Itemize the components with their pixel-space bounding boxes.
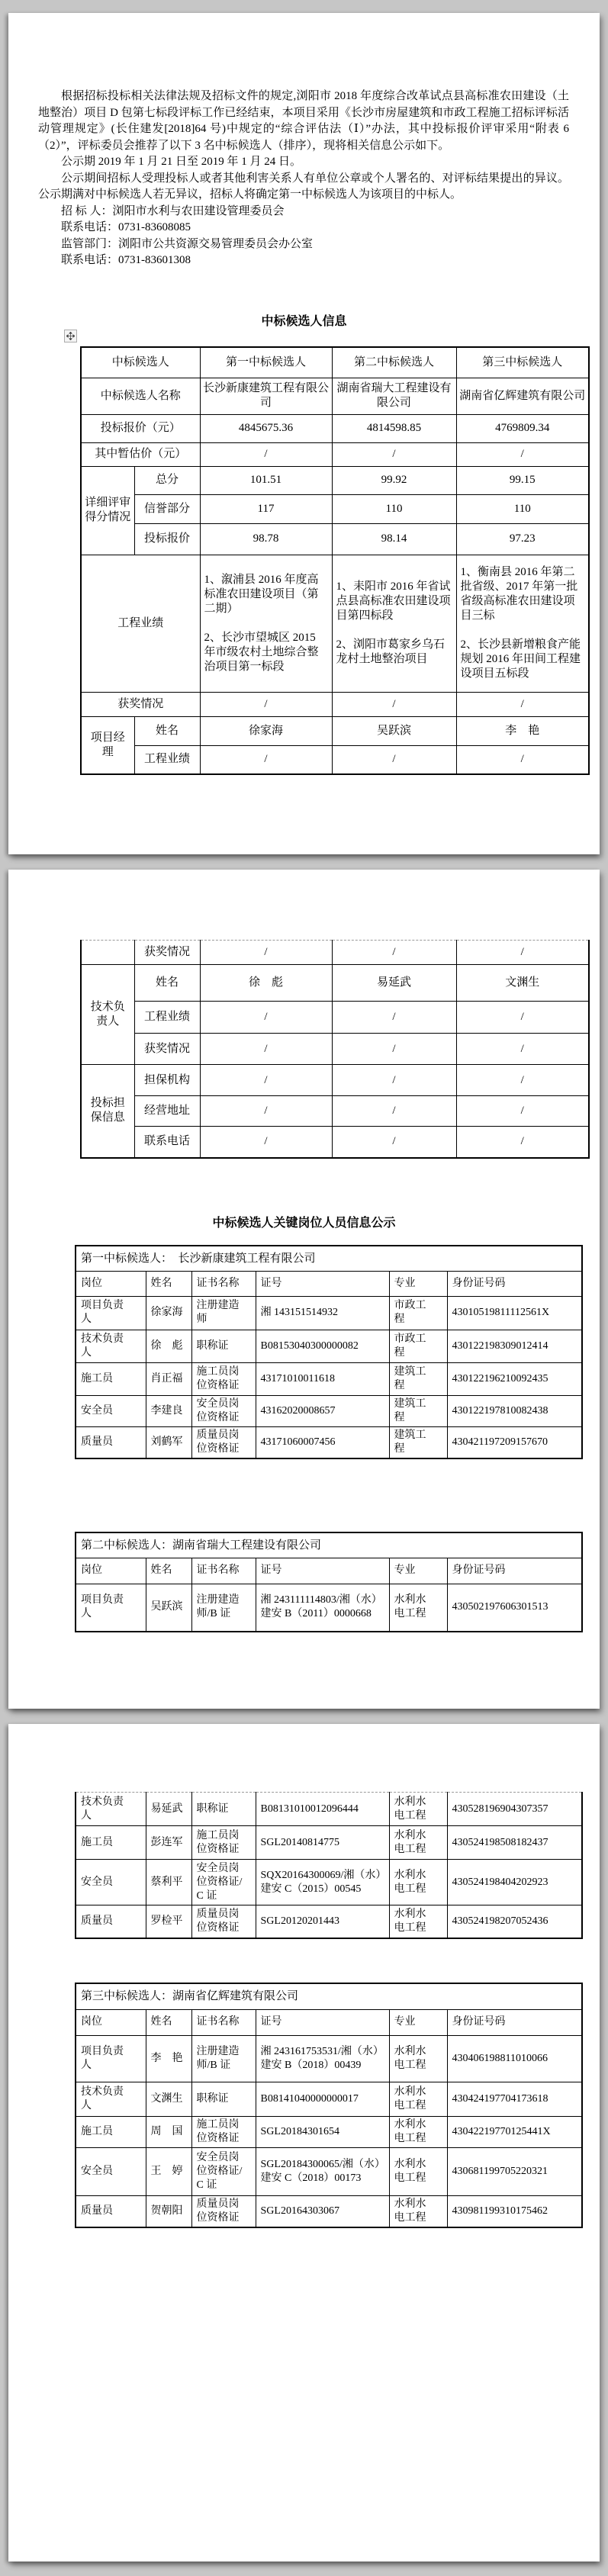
header-cell: 姓名 <box>146 1271 191 1296</box>
table-row <box>81 1034 589 1065</box>
cell: 水利水电工程 <box>389 1860 447 1905</box>
cell: / <box>200 941 332 965</box>
cell: / <box>332 1002 456 1034</box>
cell: 117 <box>200 494 332 523</box>
header-cell: 专业 <box>389 1271 447 1296</box>
group-label: 详细评审得分情况 <box>85 497 131 523</box>
cell: 湖南省亿辉建筑有限公司 <box>456 378 589 414</box>
cell: 430421197209157670 <box>447 1426 582 1458</box>
cell: / <box>456 442 589 466</box>
cell: SQX20164300069/湘（水）建安 C（2015）00545 <box>256 1860 389 1905</box>
header-cell: 岗位 <box>76 1271 146 1296</box>
cell: 水利水电工程 <box>389 2116 447 2147</box>
table-row <box>81 523 589 555</box>
cell: 第二中标候选人 <box>332 347 456 378</box>
cell: 职称证 <box>191 1330 256 1362</box>
cell: 获奖情况 <box>134 941 200 965</box>
cell: / <box>200 1127 332 1158</box>
cell: 获奖情况 <box>134 1034 200 1065</box>
cell <box>81 466 134 555</box>
table-row <box>76 1793 582 1826</box>
table-row <box>81 941 589 965</box>
cell: 430406198811010066 <box>447 2035 582 2082</box>
header-cell: 证号 <box>256 1558 389 1584</box>
cell: 43162020008657 <box>256 1395 389 1426</box>
cell: 项目负责人 <box>76 1296 146 1330</box>
table-row <box>81 378 589 414</box>
key-persons-title: 中标候选人关键岗位人员信息公示 <box>212 1217 396 1230</box>
cell: 注册建造师 <box>191 1296 256 1330</box>
cell: 98.78 <box>200 523 332 555</box>
cell: 技术负责人 <box>76 1793 146 1826</box>
header-cell: 证书名称 <box>191 2009 256 2035</box>
cell: 4845675.36 <box>200 414 332 442</box>
cell: 其中暂估价（元） <box>81 442 200 466</box>
cell: / <box>456 745 589 774</box>
cell: / <box>332 745 456 774</box>
cell: 肖正福 <box>146 1362 191 1395</box>
performance-item: 1、耒阳市 2016 年省试点县高标准农田建设项目第四标段 <box>336 580 451 622</box>
cell: 联系电话 <box>134 1127 200 1158</box>
cell: 430424197704173618 <box>447 2082 582 2116</box>
cell: SGL20140814775 <box>256 1826 389 1860</box>
cell: 水利水电工程 <box>389 2195 447 2227</box>
third-candidate-persons-table <box>75 1983 583 2228</box>
cell: 质量员岗位资格证 <box>191 2195 256 2227</box>
cell: 43042219770125441X <box>447 2116 582 2147</box>
cell: 430524198508182437 <box>447 1826 582 1860</box>
cell: / <box>456 1096 589 1127</box>
cell <box>81 716 134 774</box>
cell: 罗检平 <box>146 1905 191 1938</box>
cell <box>332 555 456 692</box>
intro-paragraph-1: 根据招标投标相关法律法规及招标文件的规定,浏阳市 2018 年度综合改革试点县高标准农田建设（土地整治）项目 D 包第七标段评标工作已经结束，本项目采用《长沙市房屋建筑和市政工程施工招标评标活动管理规定》(长住建发[2018]64 号)中规定的“综合评估法（Ⅰ）”办法，其中投标报价评审采用“附表 6（2）”，评标委员会推荐了以下 3 名中标候选人（排序），现将相关信息公示如下。 <box>38 90 569 152</box>
header-cell: 证号 <box>256 2009 389 2035</box>
page-3 <box>8 1724 600 2562</box>
cell: 建筑工程 <box>389 1395 447 1426</box>
cell: 99.15 <box>456 466 589 494</box>
performance-item: 2、长沙市望城区 2015 年市级农村土地综合整治项目第一标段 <box>204 631 319 673</box>
cell: 质量员 <box>76 2195 146 2227</box>
cell: 水利水电工程 <box>389 2147 447 2195</box>
cell: 湘 143151514932 <box>256 1296 389 1330</box>
table-row <box>76 1426 582 1458</box>
cell: 工程业绩 <box>134 1002 200 1034</box>
cell: 110 <box>456 494 589 523</box>
table-row <box>81 466 589 494</box>
cell: 430681199705220321 <box>447 2147 582 2195</box>
table-row <box>81 442 589 466</box>
cell: 项目负责人 <box>76 1584 146 1632</box>
cell: 质量员岗位资格证 <box>191 1426 256 1458</box>
cell: 湖南省瑞大工程建设有限公司 <box>332 378 456 414</box>
cell: / <box>200 1065 332 1096</box>
table-row <box>81 692 589 716</box>
cell: 项目负责人 <box>76 2035 146 2082</box>
cell: 水利水电工程 <box>389 1826 447 1860</box>
cell: B08141040000000017 <box>256 2082 389 2116</box>
cell: 施工员岗位资格证 <box>191 1826 256 1860</box>
cell: 周 国 <box>146 2116 191 2147</box>
cell: / <box>332 941 456 965</box>
cell: / <box>332 442 456 466</box>
company-title-cell: 第三中标候选人：湖南省亿辉建筑有限公司 <box>76 1983 582 2009</box>
cell: 总分 <box>134 466 200 494</box>
cell: 李 艳 <box>146 2035 191 2082</box>
cell: 工程业绩 <box>81 555 200 692</box>
cell: / <box>456 1065 589 1096</box>
company-title-cell: 第二中标候选人：湖南省瑞大工程建设有限公司 <box>76 1532 582 1558</box>
table-row <box>81 716 589 745</box>
cell: 安全员 <box>76 1395 146 1426</box>
cell: 430502197606301513 <box>447 1584 582 1632</box>
cell: / <box>456 1127 589 1158</box>
cell: 湘 243111114803/湘（水）建安 B（2011）0000668 <box>256 1584 389 1632</box>
cell: 43171010011618 <box>256 1362 389 1395</box>
cell: 安全员 <box>76 2147 146 2195</box>
table-row <box>76 1558 582 1584</box>
table-row <box>81 494 589 523</box>
performance-item: 2、浏阳市葛家乡乌石龙村土地整治项目 <box>336 638 446 665</box>
group-label: 技术负责人 <box>90 1001 125 1028</box>
cell: 贺朝阳 <box>146 2195 191 2227</box>
cell: / <box>332 1127 456 1158</box>
table-row <box>81 1002 589 1034</box>
cell: 安全员 <box>76 1860 146 1905</box>
candidates-table-title: 中标候选人信息 <box>261 315 347 328</box>
cell: 430122198309012414 <box>447 1330 582 1362</box>
cell: 技术负责人 <box>76 1330 146 1362</box>
cell: 徐家海 <box>146 1296 191 1330</box>
cell: 技术负责人 <box>76 2082 146 2116</box>
cell: 长沙新康建筑工程有限公司 <box>200 378 332 414</box>
group-label: 项目经理 <box>90 731 125 758</box>
table-row <box>76 2195 582 2227</box>
cell: 市政工程 <box>389 1330 447 1362</box>
cell: 4814598.85 <box>332 414 456 442</box>
cell: 水利水电工程 <box>389 2035 447 2082</box>
header-cell: 证号 <box>256 1271 389 1296</box>
header-cell: 证书名称 <box>191 1271 256 1296</box>
cell: 王 婷 <box>146 2147 191 2195</box>
group-label: 投标担保信息 <box>90 1097 125 1124</box>
performance-item: 1、溆浦县 2016 年度高标准农田建设项目（第二期） <box>204 573 319 615</box>
table-row <box>76 1271 582 1296</box>
cell: 430524198404202923 <box>447 1860 582 1905</box>
header-cell: 身份证号码 <box>447 1271 582 1296</box>
cell: / <box>456 941 589 965</box>
cell: 职称证 <box>191 1793 256 1826</box>
header-cell: 岗位 <box>76 1558 146 1584</box>
second-candidate-persons-table-continued <box>75 1792 583 1939</box>
cell: 注册建造师/B 证 <box>191 2035 256 2082</box>
company-title-cell: 第一中标候选人： 长沙新康建筑工程有限公司 <box>76 1246 582 1271</box>
table-move-handle-icon[interactable] <box>64 330 77 343</box>
regulator-line: 监管部门：浏阳市公共资源交易管理委员会办公室 <box>61 237 314 250</box>
cell: 中标候选人名称 <box>81 378 200 414</box>
cell: 投标报价（元） <box>81 414 200 442</box>
cell: 注册建造师/B 证 <box>191 1584 256 1632</box>
cell: 获奖情况 <box>81 692 200 716</box>
cell: 98.14 <box>332 523 456 555</box>
cell: 易延武 <box>146 1793 191 1826</box>
cell: 彭连军 <box>146 1826 191 1860</box>
regulator-phone-line: 联系电话：0731-83601308 <box>61 254 191 266</box>
table-row <box>76 1532 582 1558</box>
header-cell: 身份证号码 <box>447 1558 582 1584</box>
intro-text-block <box>38 88 569 269</box>
cell: 第一中标候选人 <box>200 347 332 378</box>
cell: SGL20164303067 <box>256 2195 389 2227</box>
cell: 质量员 <box>76 1426 146 1458</box>
cell: 质量员 <box>76 1905 146 1938</box>
page-2 <box>8 870 600 1709</box>
header-cell: 姓名 <box>146 2009 191 2035</box>
cell <box>81 965 134 1065</box>
cell: 投标报价 <box>134 523 200 555</box>
cell: 建筑工程 <box>389 1426 447 1458</box>
cell: 安全员岗位资格证/C 证 <box>191 1860 256 1905</box>
cell: 99.92 <box>332 466 456 494</box>
cell: 施工员 <box>76 1826 146 1860</box>
cell: SGL20120201443 <box>256 1905 389 1938</box>
cell: 市政工程 <box>389 1296 447 1330</box>
cell: 安全员岗位资格证 <box>191 1395 256 1426</box>
cell: / <box>456 1034 589 1065</box>
cell: 97.23 <box>456 523 589 555</box>
cell: 水利水电工程 <box>389 1793 447 1826</box>
cell: / <box>200 1002 332 1034</box>
cell: / <box>200 442 332 466</box>
cell: 43010519811112561X <box>447 1296 582 1330</box>
table-row <box>76 1362 582 1395</box>
cell: 易延武 <box>332 965 456 1002</box>
header-cell: 专业 <box>389 2009 447 2035</box>
cell: / <box>332 1096 456 1127</box>
cell: 430122197810082438 <box>447 1395 582 1426</box>
table-row <box>76 1860 582 1905</box>
cell: 安全员岗位资格证/C 证 <box>191 2147 256 2195</box>
cell: 第三中标候选人 <box>456 347 589 378</box>
cell: 101.51 <box>200 466 332 494</box>
header-cell: 专业 <box>389 1558 447 1584</box>
cell: / <box>200 1096 332 1127</box>
cell: / <box>456 1002 589 1034</box>
table-row <box>76 2035 582 2082</box>
cell: 李 艳 <box>456 716 589 745</box>
bidder-line: 招 标 人：浏阳市水利与农田建设管理委员会 <box>61 204 285 217</box>
cell: 110 <box>332 494 456 523</box>
cell: 文渊生 <box>146 2082 191 2116</box>
cell: 430528196904307357 <box>447 1793 582 1826</box>
cell: 姓名 <box>134 716 200 745</box>
performance-item: 2、长沙县新增粮食产能规划 2016 年田间工程建设项目五标段 <box>460 638 581 680</box>
table-row <box>76 2147 582 2195</box>
first-candidate-persons-table <box>75 1245 583 1459</box>
page-1 <box>8 13 600 854</box>
cell: / <box>456 692 589 716</box>
table-row <box>81 414 589 442</box>
header-cell: 姓名 <box>146 1558 191 1584</box>
cell: SGL20184301654 <box>256 2116 389 2147</box>
table-row <box>76 2009 582 2035</box>
cell: B08131010012096444 <box>256 1793 389 1826</box>
table-row <box>81 555 589 692</box>
cell: 徐家海 <box>200 716 332 745</box>
cell: 质量员岗位资格证 <box>191 1905 256 1938</box>
cell: 职称证 <box>191 2082 256 2116</box>
bid-candidates-table <box>80 346 590 775</box>
cell: 施工员 <box>76 1362 146 1395</box>
header-cell: 岗位 <box>76 2009 146 2035</box>
bidder-phone-line: 联系电话：0731-83608085 <box>61 221 191 233</box>
header-cell: 证书名称 <box>191 1558 256 1584</box>
cell: 建筑工程 <box>389 1362 447 1395</box>
cell: 湘 243161753531/湘（水）建安 B（2018）00439 <box>256 2035 389 2082</box>
cell: 经营地址 <box>134 1096 200 1127</box>
cell: 中标候选人 <box>81 347 200 378</box>
cell: 水利水电工程 <box>389 1584 447 1632</box>
bid-candidates-table-continued <box>80 940 590 1159</box>
table-row <box>81 965 589 1002</box>
cell: 蔡利平 <box>146 1860 191 1905</box>
intro-paragraph-3: 公示期间招标人受理投标人或者其他利害关系人有单位公章或个人署名的、对评标结果提出的异议。公示期满对中标候选人若无异议，招标人将确定第一中标候选人为该项目的中标人。 <box>38 172 569 201</box>
cell: 担保机构 <box>134 1065 200 1096</box>
cell: 吴跃滨 <box>146 1584 191 1632</box>
cell: 430524198207052436 <box>447 1905 582 1938</box>
table-row <box>76 2116 582 2147</box>
intro-paragraph-2: 公示期 2019 年 1 月 21 日至 2019 年 1 月 24 日。 <box>61 156 302 168</box>
cell: 文渊生 <box>456 965 589 1002</box>
table-row <box>81 1065 589 1096</box>
cell: 施工员岗位资格证 <box>191 1362 256 1395</box>
table-row <box>81 745 589 774</box>
cell: / <box>332 1034 456 1065</box>
cell <box>81 941 134 965</box>
cell: 姓名 <box>134 965 200 1002</box>
cell: 信誉部分 <box>134 494 200 523</box>
cell: 李建良 <box>146 1395 191 1426</box>
table-row <box>76 1246 582 1271</box>
table-row <box>76 1905 582 1938</box>
cell: / <box>200 745 332 774</box>
table-row <box>76 1296 582 1330</box>
cell: B08153040300000082 <box>256 1330 389 1362</box>
cell: 徐 彪 <box>146 1330 191 1362</box>
performance-item: 1、衡南县 2016 年第二批省级、2017 年第一批省级高标准农田建设项目三标 <box>460 566 578 622</box>
table-row <box>76 1330 582 1362</box>
cell: SGL20184300065/湘（水）建安 C（2018）00173 <box>256 2147 389 2195</box>
cell: 4769809.34 <box>456 414 589 442</box>
cell: 吴跃滨 <box>332 716 456 745</box>
header-cell: 身份证号码 <box>447 2009 582 2035</box>
cell: 430981199310175462 <box>447 2195 582 2227</box>
cell: 徐 彪 <box>200 965 332 1002</box>
cell: 43171060007456 <box>256 1426 389 1458</box>
cell: / <box>200 692 332 716</box>
cell <box>456 555 589 692</box>
cell: / <box>200 1034 332 1065</box>
table-row <box>81 347 589 378</box>
cell <box>200 555 332 692</box>
cell: 施工员 <box>76 2116 146 2147</box>
cell <box>81 1065 134 1158</box>
table-row <box>81 1096 589 1127</box>
table-row <box>76 1584 582 1632</box>
cell: 工程业绩 <box>134 745 200 774</box>
table-row <box>76 1826 582 1860</box>
table-row <box>76 2082 582 2116</box>
cell: / <box>332 1065 456 1096</box>
table-row <box>81 1127 589 1158</box>
table-row <box>76 1983 582 2009</box>
cell: 430122196210092435 <box>447 1362 582 1395</box>
cell: 施工员岗位资格证 <box>191 2116 256 2147</box>
cell: / <box>332 692 456 716</box>
cell: 水利水电工程 <box>389 1905 447 1938</box>
table-row <box>76 1395 582 1426</box>
second-candidate-persons-table <box>75 1532 583 1632</box>
cell: 水利水电工程 <box>389 2082 447 2116</box>
cell: 刘鹤军 <box>146 1426 191 1458</box>
